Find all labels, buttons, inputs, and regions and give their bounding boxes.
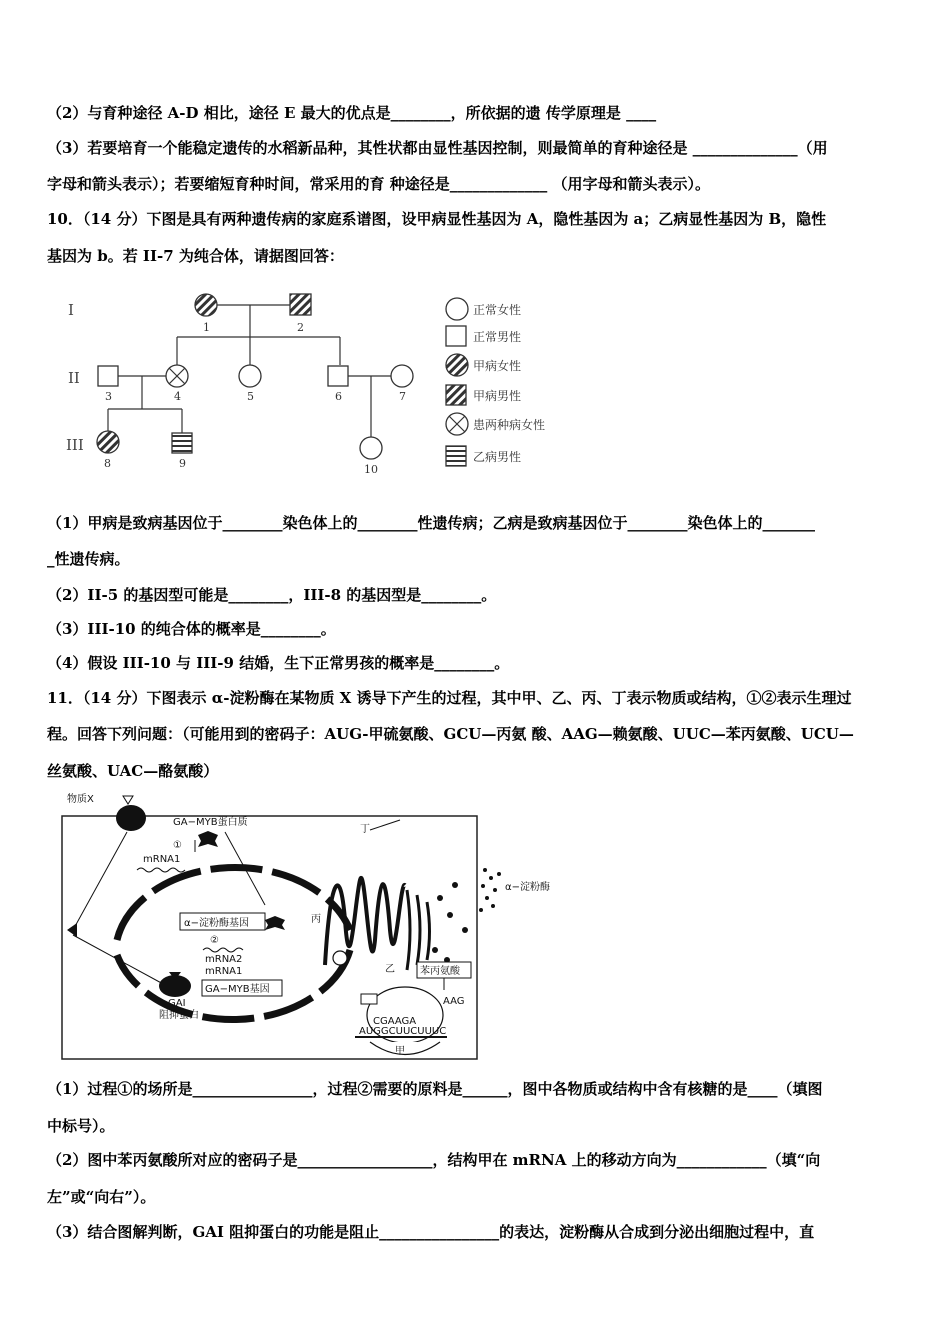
gen-label-II: II xyxy=(68,369,80,387)
ga-myb-gene-label: GA−MYB基因 xyxy=(205,984,270,995)
individual-5 xyxy=(239,365,261,387)
legend-normal-male: 正常男性 xyxy=(473,330,522,344)
q10-intro-1: 10．（14 分）下图是具有两种遗传病的家庭系谱图，设甲病显性基因为 A，隐性基因为 a；乙病显性基因为 B，隐性 xyxy=(47,210,827,228)
q11-intro-2: 程。回答下列问题：（可能用到的密码子：AUG-甲硫氨酸、GCU—丙氨 酸、AAG—赖氨酸、UUC—苯丙氨酸、UCU— xyxy=(47,725,854,743)
individual-2 xyxy=(290,294,311,315)
q11-intro-3: 丝氨酸、UAC—酪氨酸） xyxy=(47,762,219,780)
individual-8 xyxy=(97,431,119,453)
gen-label-I: I xyxy=(68,301,74,319)
svg-text:9: 9 xyxy=(179,457,186,470)
individual-6 xyxy=(328,366,348,386)
q11-sub2-a: （2）图中苯丙氨酸所对应的密码子是__________________，结构甲在 mRNA 上的移动方向为____________（填“向 xyxy=(47,1151,821,1169)
pedigree-figure xyxy=(60,285,580,480)
amylase-diagram xyxy=(55,790,585,1065)
mrna1b-label: mRNA1 xyxy=(205,966,243,977)
aag-label: AAG xyxy=(443,996,465,1007)
svg-text:6: 6 xyxy=(335,390,342,403)
q10-sub3: （3）III-10 的纯合体的概率是________。 xyxy=(47,620,336,638)
yi-label: 乙 xyxy=(385,964,395,975)
q11-intro-1: 11．（14 分）下图表示 α-淀粉酶在某物质 X 诱导下产生的过程，其中甲、乙、丙、丁表示物质或结构，①②表示生理过 xyxy=(47,689,852,707)
legend-jia-male: 甲病男性 xyxy=(473,389,522,403)
svg-text:8: 8 xyxy=(104,457,111,470)
q10-sub4: （4）假设 III-10 与 III-9 结婚，生下正常男孩的概率是________。 xyxy=(47,654,510,672)
svg-text:10: 10 xyxy=(364,463,378,476)
svg-text:3: 3 xyxy=(105,390,112,403)
q9-line3b: 字母和箭头表示）；若要缩短育种时间，常采用的育 种途径是_____________ （用字母和箭头表示）。 xyxy=(47,175,710,193)
amylase-gene-label: α−淀粉酶基因 xyxy=(184,918,249,929)
mrna-seq-label: AUGGCUUCUUUC xyxy=(359,1026,447,1037)
q10-sub2: （2）II-5 的基因型可能是________，III-8 的基因型是________。 xyxy=(47,586,497,604)
substance-x-label: 物质X xyxy=(67,794,94,805)
jia-label: 甲 xyxy=(395,1046,405,1057)
individual-1 xyxy=(195,294,217,316)
process-2-label: ② xyxy=(210,935,219,946)
q11-sub1-a: （1）过程①的场所是________________，过程②需要的原料是______，图中各物质或结构中含有核糖的是____（填图 xyxy=(47,1080,823,1098)
legend-both-female: 患两种病女性 xyxy=(473,418,546,432)
q9-line3: （3）若要培育一个能稳定遗传的水稻新品种，其性状都由显性基因控制，则最简单的育种途径是 ______________（用 xyxy=(47,139,828,157)
svg-text:7: 7 xyxy=(399,390,406,403)
bing-label: 丙 xyxy=(311,914,321,925)
q11-sub1-b: 中标号）。 xyxy=(47,1117,115,1135)
q9-line2: （2）与育种途径 A-D 相比，途径 E 最大的优点是________，所依据的遗 传学原理是 ____ xyxy=(47,104,657,122)
gai-protein-label: 阻抑蛋白 xyxy=(159,1010,199,1021)
process-1-label: ① xyxy=(173,840,182,851)
gai-label: GAI xyxy=(168,998,186,1009)
gen-label-III: III xyxy=(66,436,84,454)
legend-yi-male: 乙病男性 xyxy=(473,450,522,464)
svg-text:2: 2 xyxy=(297,321,304,334)
legend-jia-female: 甲病女性 xyxy=(473,359,522,373)
svg-text:1: 1 xyxy=(203,321,210,334)
cgaaga-label: CGAAGA xyxy=(373,1016,417,1027)
mrna2-label: mRNA2 xyxy=(205,954,243,965)
svg-text:4: 4 xyxy=(174,390,181,403)
individual-3 xyxy=(98,366,118,386)
ding-label: 丁 xyxy=(360,824,370,835)
q10-intro-2: 基因为 b。若 II-7 为纯合体，请据图回答： xyxy=(47,247,344,265)
individual-10 xyxy=(360,437,382,459)
receptor-blob xyxy=(116,805,146,831)
individual-9 xyxy=(172,433,192,453)
legend-normal-female: 正常女性 xyxy=(473,303,522,317)
alpha-amylase-label: α−淀粉酶 xyxy=(505,882,550,893)
svg-text:5: 5 xyxy=(247,390,254,403)
q11-sub3: （3）结合图解判断，GAI 阻抑蛋白的功能是阻止________________的表达，淀粉酶从合成到分泌出细胞过程中，直 xyxy=(47,1223,815,1241)
q11-sub2-b: 左”或“向右”）。 xyxy=(47,1188,156,1206)
phe-label: 苯丙氨酸 xyxy=(420,966,460,977)
q10-sub1-a: （1）甲病是致病基因位于________染色体上的________性遗传病；乙病是致病基因位于________染色体上的_______ xyxy=(47,514,815,532)
ga-myb-protein-label: GA−MYB蛋白质 xyxy=(173,817,248,828)
individual-7 xyxy=(391,365,413,387)
mrna1-label: mRNA1 xyxy=(143,854,181,865)
q10-sub1-b: _性遗传病。 xyxy=(47,550,130,568)
